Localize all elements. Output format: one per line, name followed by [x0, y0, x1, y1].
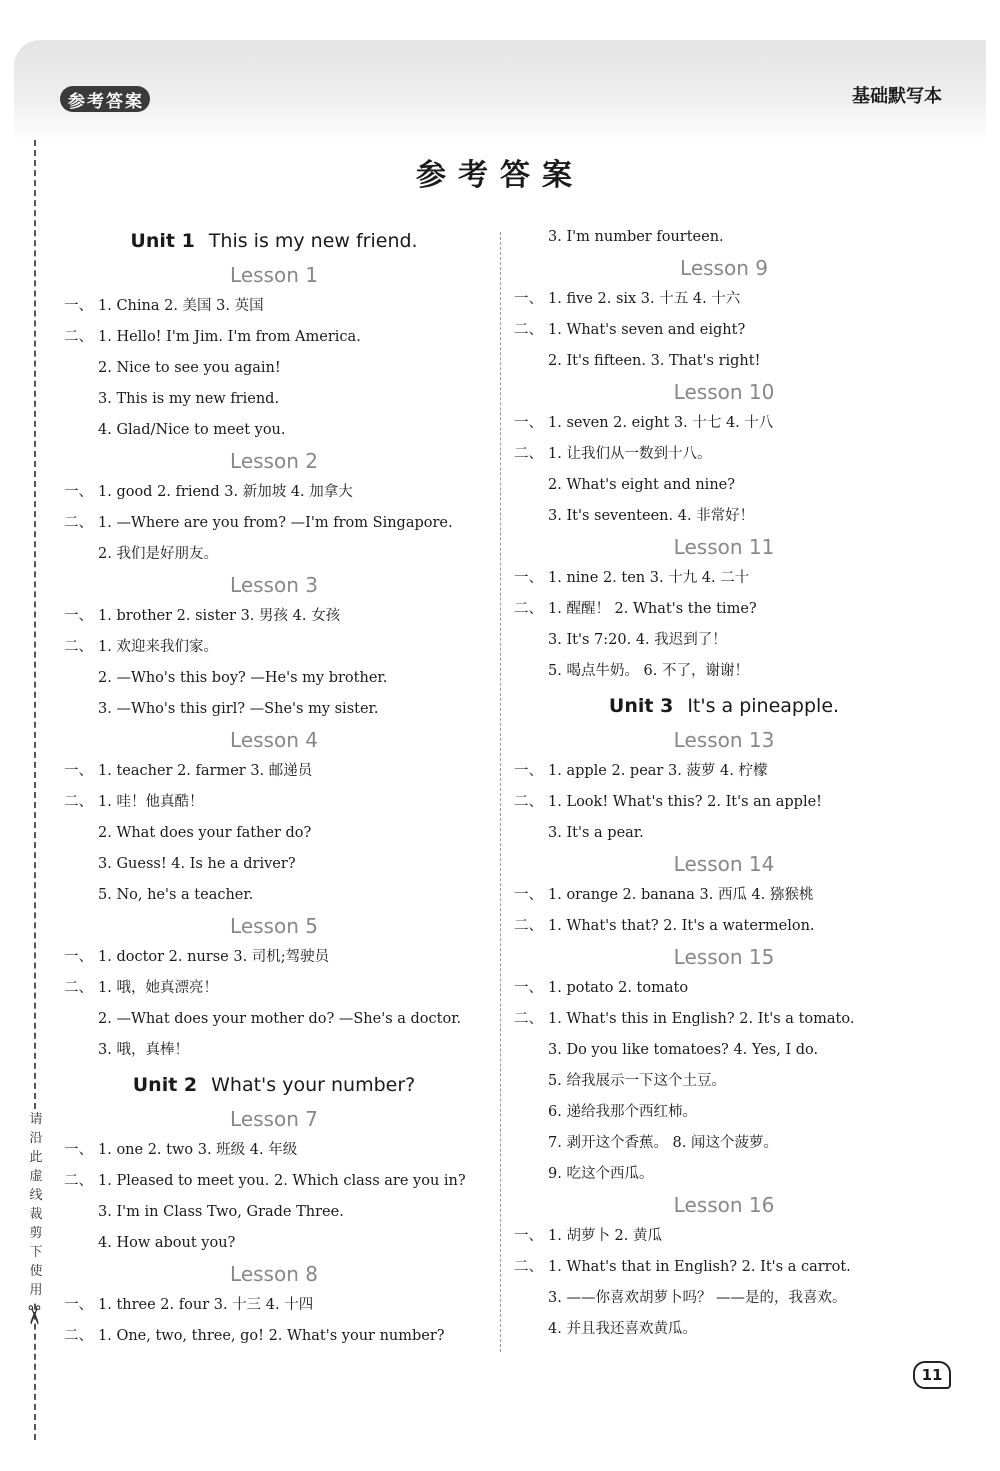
- answer-line: [64, 1135, 484, 1166]
- section-marker: 二、: [64, 1328, 93, 1344]
- answer-line: [64, 322, 484, 353]
- answer-text: 1. —Where are you from? —I'm from Singapore.: [98, 515, 453, 531]
- answer-line: [514, 1128, 934, 1159]
- section-marker: 一、: [64, 608, 93, 624]
- answer-text: 3. Do you like tomatoes? 4. Yes, I do.: [548, 1042, 819, 1058]
- section-marker: 二、: [64, 1173, 93, 1189]
- section-marker: 一、: [514, 763, 543, 779]
- lesson-heading: Lesson 2: [230, 449, 318, 473]
- answer-text: 7. 剥开这个香蕉。 8. 闻这个菠萝。: [548, 1135, 778, 1151]
- unit-number: Unit 2: [132, 1074, 198, 1096]
- left-column: [64, 222, 484, 1352]
- answer-line: [514, 563, 934, 594]
- answer-text: 1. What's that in English? 2. It's a carrot.: [548, 1259, 851, 1275]
- answer-text: 1. seven 2. eight 3. 十七 4. 十八: [548, 415, 774, 431]
- answer-line: [64, 1166, 484, 1197]
- scissors-icon: ✂: [17, 1304, 48, 1326]
- answer-line: [64, 1290, 484, 1321]
- answer-text: 3. It's 7:20. 4. 我迟到了！: [548, 632, 727, 648]
- answer-line: [514, 408, 934, 439]
- answer-line: [64, 1197, 484, 1228]
- cut-note: 请沿此虚线裁剪下使用: [29, 1112, 43, 1298]
- answer-line: [64, 384, 484, 415]
- section-marker: 一、: [64, 1297, 93, 1313]
- answer-text: 3. 哦，真棒！: [98, 1042, 189, 1058]
- section-marker: 一、: [64, 949, 93, 965]
- answer-line: [514, 911, 934, 942]
- answer-line: [64, 942, 484, 973]
- unit-title: It's a pineapple.: [687, 695, 840, 717]
- answer-line: [514, 1159, 934, 1190]
- section-marker: 二、: [514, 322, 543, 338]
- answer-line: [64, 787, 484, 818]
- answer-line: [514, 1221, 934, 1252]
- answer-text: 1. teacher 2. farmer 3. 邮递员: [98, 763, 313, 779]
- answer-line: [64, 353, 484, 384]
- lesson-heading: Lesson 5: [230, 914, 318, 938]
- answer-text: 3. —Who's this girl? —She's my sister.: [98, 701, 379, 717]
- answer-text: 1. five 2. six 3. 十五 4. 十六: [548, 291, 741, 307]
- page-title: 参考答案: [416, 158, 584, 193]
- answer-text: 1. orange 2. banana 3. 西瓜 4. 猕猴桃: [548, 887, 814, 903]
- lesson-heading: Lesson 15: [673, 945, 775, 969]
- lesson-heading: Lesson 13: [673, 728, 775, 752]
- answer-line: [514, 756, 934, 787]
- answer-text: 2. —Who's this boy? —He's my brother.: [98, 670, 388, 686]
- section-marker: 二、: [64, 794, 93, 810]
- answer-line: [64, 663, 484, 694]
- lesson-heading: Lesson 1: [230, 263, 318, 287]
- answer-text: 2. —What does your mother do? —She's a doctor.: [98, 1011, 462, 1027]
- lesson-heading: Lesson 16: [673, 1193, 775, 1217]
- unit-heading: [64, 1066, 484, 1104]
- answer-line: [64, 694, 484, 725]
- answer-text: 1. 胡萝卜 2. 黄瓜: [548, 1228, 662, 1244]
- answer-line: [514, 222, 934, 253]
- answer-text: 5. No, he's a teacher.: [98, 887, 254, 903]
- lesson-heading: Lesson 3: [230, 573, 318, 597]
- answer-line: [514, 787, 934, 818]
- badge-char: 考: [87, 91, 104, 112]
- page-number: 11: [913, 1361, 951, 1389]
- answer-text: 3. ——你喜欢胡萝卜吗？ ——是的，我喜欢。: [548, 1290, 847, 1306]
- answer-line: [64, 1004, 484, 1035]
- section-marker: 一、: [514, 887, 543, 903]
- answer-text: 5. 给我展示一下这个土豆。: [548, 1073, 726, 1089]
- answer-line: [64, 880, 484, 911]
- answer-line: [514, 1035, 934, 1066]
- answer-text: 1. Look! What's this? 2. It's an apple!: [548, 794, 823, 810]
- answer-text: 2. What does your father do?: [98, 825, 312, 841]
- answer-line: [514, 501, 934, 532]
- answer-line: [514, 470, 934, 501]
- answer-line: [514, 818, 934, 849]
- book-title: 基础默写本: [852, 86, 942, 107]
- answer-text: 1. 让我们从一数到十八。: [548, 446, 712, 462]
- answer-line: [514, 439, 934, 470]
- answer-text: 4. 并且我还喜欢黄瓜。: [548, 1321, 697, 1337]
- answer-text: 1. What's seven and eight?: [548, 322, 746, 338]
- header-banner: [14, 40, 986, 140]
- answer-text: 1. apple 2. pear 3. 菠萝 4. 柠檬: [548, 763, 768, 779]
- answer-line: [514, 1252, 934, 1283]
- section-marker: 二、: [64, 639, 93, 655]
- answer-text: 1. What's that? 2. It's a watermelon.: [548, 918, 815, 934]
- answer-text: 1. Pleased to meet you. 2. Which class are you in?: [98, 1173, 466, 1189]
- lesson-heading: Lesson 9: [680, 256, 768, 280]
- answer-text: 9. 吃这个西瓜。: [548, 1166, 654, 1182]
- section-marker: 二、: [514, 601, 543, 617]
- answer-line: [64, 632, 484, 663]
- lesson-heading: Lesson 10: [673, 380, 775, 404]
- section-marker: 二、: [64, 329, 93, 345]
- answer-line: [64, 973, 484, 1004]
- answer-text: 1. One, two, three, go! 2. What's your number?: [98, 1328, 445, 1344]
- answer-text: 2. It's fifteen. 3. That's right!: [548, 353, 761, 369]
- answer-text: 1. China 2. 美国 3. 英国: [98, 298, 264, 314]
- answer-text: 3. It's seventeen. 4. 非常好！: [548, 508, 755, 524]
- answer-line: [64, 508, 484, 539]
- section-marker: 一、: [514, 415, 543, 431]
- answer-line: [64, 756, 484, 787]
- answer-badge: [60, 86, 150, 112]
- answer-line: [64, 818, 484, 849]
- answer-text: 3. I'm in Class Two, Grade Three.: [98, 1204, 344, 1220]
- answer-line: [514, 1004, 934, 1035]
- answer-line: [64, 291, 484, 322]
- answer-text: 1. brother 2. sister 3. 男孩 4. 女孩: [98, 608, 341, 624]
- answer-text: 3. This is my new friend.: [98, 391, 280, 407]
- badge-char: 参: [68, 91, 85, 112]
- answer-text: 2. What's eight and nine?: [548, 477, 736, 493]
- answer-text: 3. It's a pear.: [548, 825, 644, 841]
- right-column: [514, 222, 934, 1345]
- answer-line: [514, 315, 934, 346]
- section-marker: 二、: [514, 918, 543, 934]
- lesson-heading: Lesson 8: [230, 1262, 318, 1286]
- lesson-heading: Lesson 14: [673, 852, 775, 876]
- section-marker: 二、: [514, 1259, 543, 1275]
- answer-line: [514, 1314, 934, 1345]
- unit-number: Unit 1: [130, 230, 195, 252]
- section-marker: 一、: [64, 298, 93, 314]
- answer-line: [514, 973, 934, 1004]
- answer-text: 1. 哦，她真漂亮！: [98, 980, 218, 996]
- answer-text: 3. I'm number fourteen.: [548, 229, 724, 245]
- section-marker: 二、: [514, 1011, 543, 1027]
- answer-text: 1. 欢迎来我们家。: [98, 639, 218, 655]
- answer-line: [64, 1228, 484, 1259]
- section-marker: 一、: [64, 763, 93, 779]
- column-divider: [500, 232, 501, 1352]
- answer-line: [514, 625, 934, 656]
- section-marker: 一、: [514, 980, 543, 996]
- answer-line: [514, 880, 934, 911]
- section-marker: 一、: [514, 1228, 543, 1244]
- answer-text: 4. Glad/Nice to meet you.: [98, 422, 286, 438]
- answer-text: 1. nine 2. ten 3. 十九 4. 二十: [548, 570, 750, 586]
- answer-line: [64, 415, 484, 446]
- badge-char: 答: [106, 91, 123, 112]
- answer-text: 2. Nice to see you again!: [98, 360, 281, 376]
- badge-char: 案: [125, 91, 142, 112]
- answer-text: 3. Guess! 4. Is he a driver?: [98, 856, 296, 872]
- answer-line: [64, 601, 484, 632]
- section-marker: 二、: [64, 515, 93, 531]
- answer-line: [64, 1035, 484, 1066]
- section-marker: 一、: [64, 1142, 93, 1158]
- section-marker: 二、: [514, 446, 543, 462]
- lesson-heading: Lesson 11: [673, 535, 775, 559]
- section-marker: 一、: [64, 484, 93, 500]
- unit-title: This is my new friend.: [208, 230, 418, 252]
- unit-title: What's your number?: [211, 1074, 416, 1096]
- answer-text: 1. one 2. two 3. 班级 4. 年级: [98, 1142, 298, 1158]
- section-marker: 一、: [514, 570, 543, 586]
- unit-heading: [64, 222, 484, 260]
- answer-text: 5. 喝点牛奶。 6. 不了，谢谢！: [548, 663, 749, 679]
- section-marker: 一、: [514, 291, 543, 307]
- answer-text: 1. Hello! I'm Jim. I'm from America.: [98, 329, 361, 345]
- answer-line: [64, 849, 484, 880]
- answer-text: 4. How about you?: [98, 1235, 236, 1251]
- answer-line: [64, 477, 484, 508]
- answer-line: [514, 1066, 934, 1097]
- answer-text: 1. doctor 2. nurse 3. 司机;驾驶员: [98, 949, 330, 965]
- answer-text: 6. 递给我那个西红柿。: [548, 1104, 697, 1120]
- section-marker: 二、: [64, 980, 93, 996]
- unit-heading: [514, 687, 934, 725]
- answer-text: 1. 醒醒！ 2. What's the time?: [548, 601, 757, 617]
- section-marker: 二、: [514, 794, 543, 810]
- answer-line: [514, 656, 934, 687]
- answer-line: [64, 539, 484, 570]
- answer-line: [64, 1321, 484, 1352]
- answer-text: 1. What's this in English? 2. It's a tomato.: [548, 1011, 855, 1027]
- answer-line: [514, 594, 934, 625]
- answer-text: 2. 我们是好朋友。: [98, 546, 218, 562]
- answer-text: 1. three 2. four 3. 十三 4. 十四: [98, 1297, 314, 1313]
- lesson-heading: Lesson 7: [230, 1107, 318, 1131]
- answer-line: [514, 1097, 934, 1128]
- answer-line: [514, 346, 934, 377]
- answer-text: 1. good 2. friend 3. 新加坡 4. 加拿大: [98, 484, 353, 500]
- answer-line: [514, 1283, 934, 1314]
- answer-line: [514, 284, 934, 315]
- unit-number: Unit 3: [608, 695, 674, 717]
- answer-text: 1. potato 2. tomato: [548, 980, 689, 996]
- lesson-heading: Lesson 4: [230, 728, 318, 752]
- answer-text: 1. 哇！他真酷！: [98, 794, 204, 810]
